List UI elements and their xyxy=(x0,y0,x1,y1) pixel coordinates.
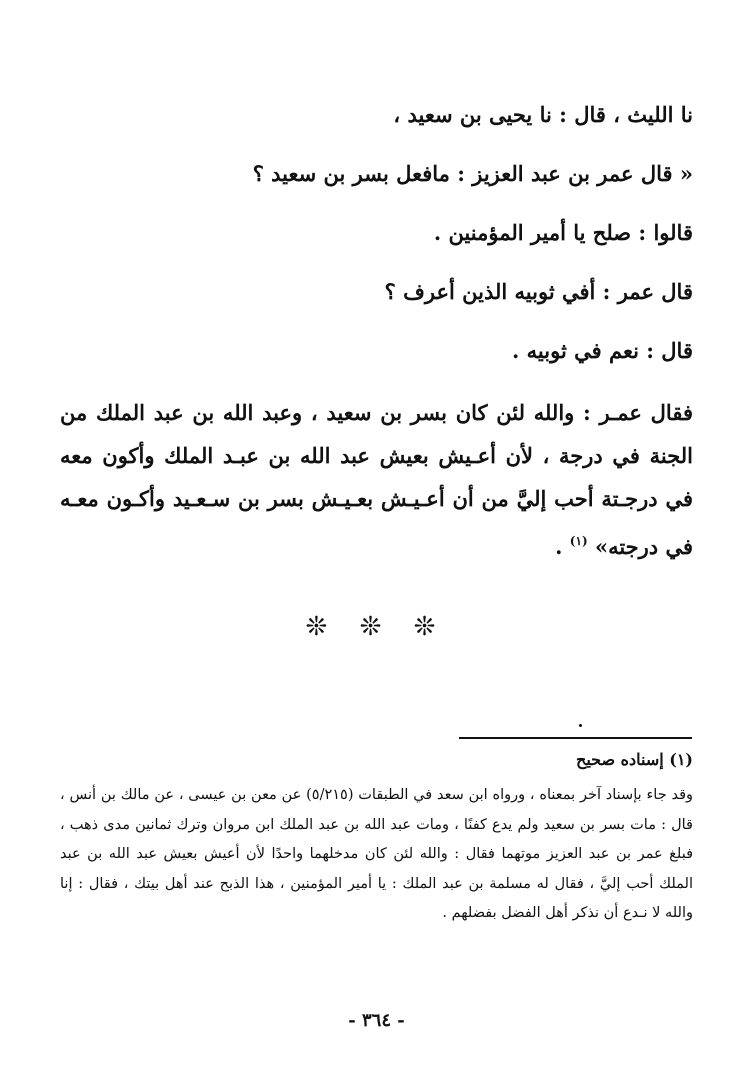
footnote-marker: (١) xyxy=(569,534,588,548)
section-separator: ❊ ❊ ❊ xyxy=(305,612,448,642)
footnote-divider xyxy=(459,737,692,739)
paragraph-text: فقال عمـر : والله لئن كان بسر بن سعيد ، وعبد الله بن عبد الملك من الجنة في درجة ، لأن أعـيش بعيش عبد الله بن عبـد الملك وأكون معه في درجـتة أحب إليَّ من أن أعـيـش بعـيـش بسر بن سـعـيد وأكـون معـه في درجته» xyxy=(60,400,693,559)
text-line: « قال عمر بن عبد العزيز : مافعل بسر بن سعيد ؟ xyxy=(252,161,693,186)
text-line: نا الليث ، قال : نا يحيى بن سعيد ، xyxy=(393,102,693,127)
text-line: قال : نعم في ثوبيه . xyxy=(512,338,693,363)
footnote xyxy=(60,745,693,929)
decorative-dot xyxy=(579,724,582,727)
page-number: - ٣٦٤ - xyxy=(348,1010,405,1031)
footnote-heading: (١) إسناده صحيح xyxy=(575,750,693,769)
main-paragraph xyxy=(60,391,693,568)
paragraph-end: . xyxy=(555,534,570,559)
main-text xyxy=(60,96,693,568)
text-line: قال عمر : أفي ثوبيه الذين أعرف ؟ xyxy=(384,279,693,304)
footnote-body: وقد جاء بإسناد آخر بمعناه ، ورواه ابن سعد في الطبقات (٥/٢١٥) عن معن بن عيسى ، عن مالك بن أنس ، قال : مات بسر بن سعيد ولم يدع كفنًا ، ومات عبد الله بن عبد الملك ابن مروان وترك ثمانين مدى ذهب ، فبلغ عمر بن عبد العزيز موتهما فقال : والله لئن كان مدخلهما واحدًا لأن أعيش بعيش عبد الله بن عبد الملك أحب إليَّ ، فقال له مسلمة بن عبد الملك : يا أمير المؤمنين ، هذا الذبح عند أهل بيتك ، فقال : إنا والله لا نـدع أن نذكر أهل الفضل بفضلهم . xyxy=(60,787,693,921)
text-line: قالوا : صلح يا أمير المؤمنين . xyxy=(433,220,693,245)
